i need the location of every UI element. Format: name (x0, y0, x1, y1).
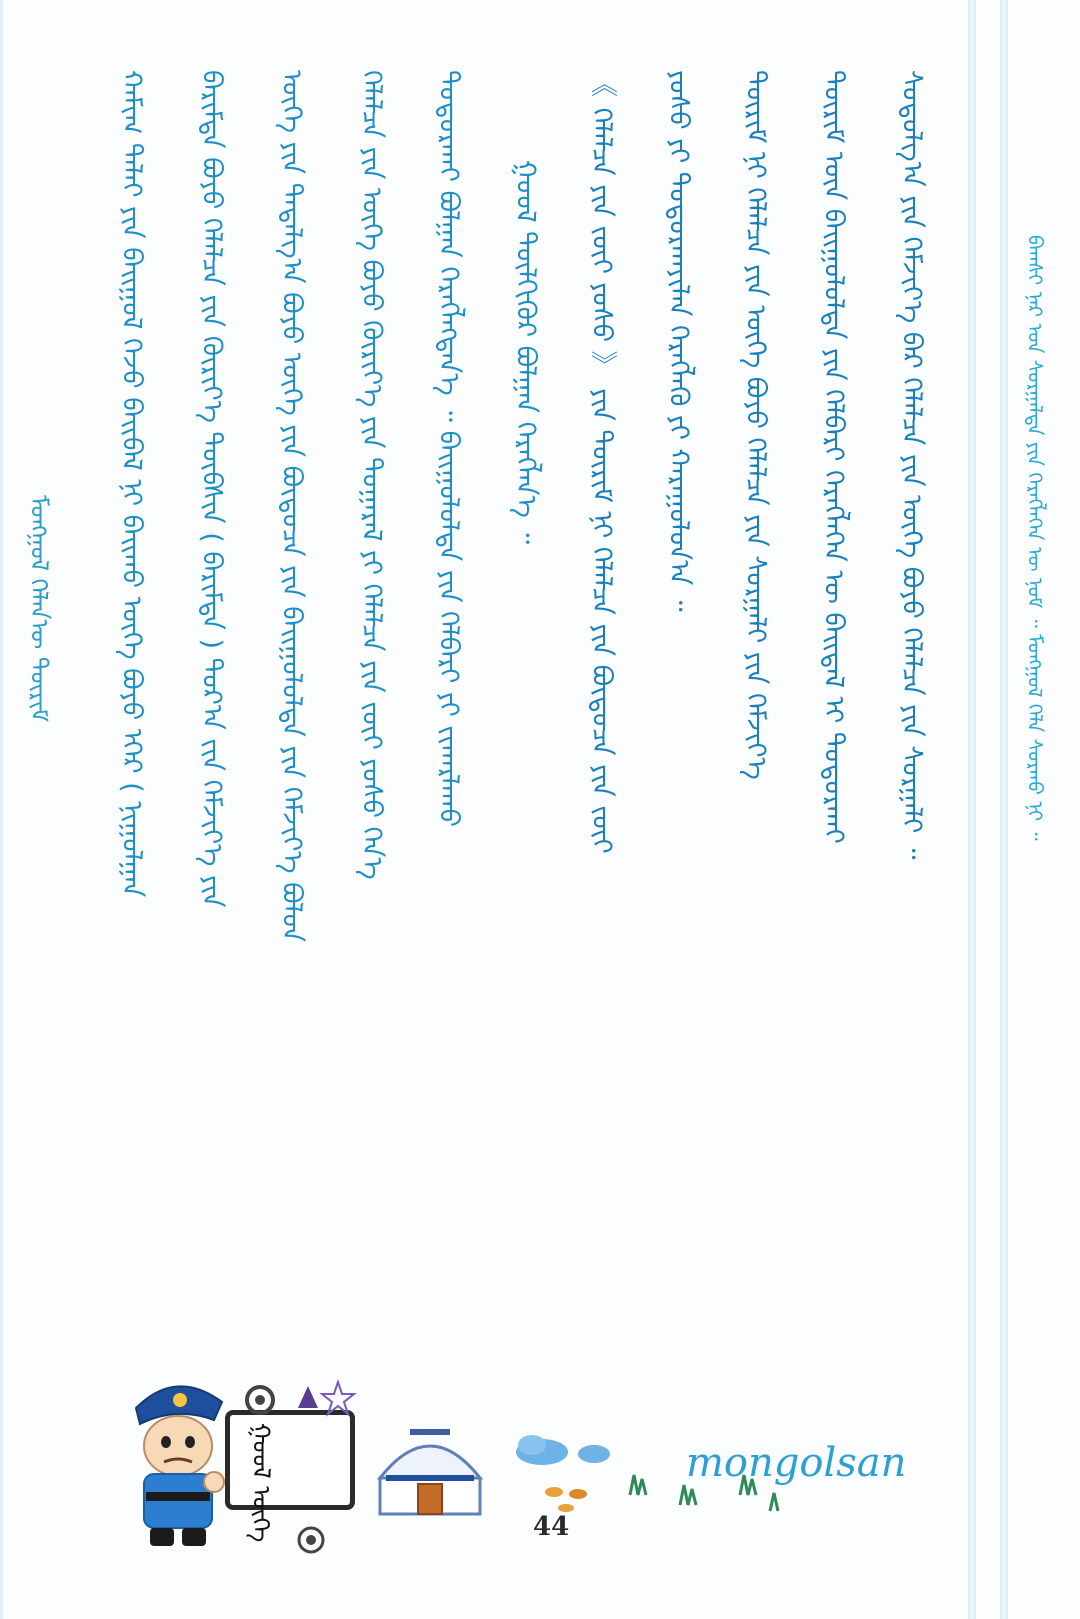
page-number: 44 (533, 1512, 570, 1542)
page-title: ᠮᠣᠩᠭᠣᠯ ᠬᠡᠯᠡᠨ᠎ᠦ ᠳᠦᠷᠢᠮ (25, 495, 53, 722)
body-line: ᠳᠦᠷᠢᠮ ᠨᠢ ᠬᠡᠯᠡᠯᠴᠡ ᠶᠢᠨ ᠦᠭᠡ ᠪᠤᠶᠤ ᠬᠡᠯᠡᠯᠴᠡ ᠶᠢᠨ ᠰᠤᠷᠭᠠᠯᠢ ᠶᠢᠨ ᠬᠡᠮᠵᠢᠶ᠎ᠡ (740, 70, 771, 780)
sign-text: ᠭᠣᠣᠯ ᠦᠭᠡ (247, 1423, 275, 1543)
decorative-rail (1000, 0, 1008, 1619)
body-line: ᠬᠠᠮᠢᠭ ᠳᠠᠯᠠᠢ ᠶᠢᠨ ᠪᠠᠢᠭᠤᠯ ᠭᠡᠵᠦ ᠪᠠᠢᠪᠠᠯ ᠨᠢ ᠪᠠᠢᠬᠤ ᠥᠭᠡ ᠪᠤᠶᠤ ᠡᠭᠡᠷ ( ᠨᠢᠭᠤᠯᠭᠠᠨ (116, 70, 147, 898)
brand-logo: mongolsan (686, 1440, 907, 1486)
body-line: ᠳᠦᠷᠢᠮ ᠦᠨ ᠪᠠᠢᠭᠤᠯᠤᠯᠲᠠ ᠶᠢᠨ ᠬᠡᠯᠪᠡᠷᠢ ᠬᠡᠷᠡᠭᠯᠡᠭᠡᠨ ᠦ ᠪᠠᠢᠳᠠᠯ ᠢ ᠲᠣᠳᠣᠷᠬᠠᠶ (818, 70, 849, 844)
yurt-icon (370, 1420, 490, 1520)
left-border (0, 0, 3, 1619)
target-icon (296, 1525, 326, 1555)
police-cartoon-icon (118, 1372, 238, 1552)
body-line: ᠶᠤᠰᠤ ᠶᠢ ᠲᠣᠳᠣᠷᠬᠠᠶᠢᠯᠠᠨ ᠬᠡᠷᠡᠭᠯᠡᠬᠦ ᠶᠢ ᠬᠠᠷᠠᠭᠤᠯᠤᠨ᠎ᠠ ᠃ (663, 70, 694, 612)
body-line: 《 ᠬᠡᠯᠡᠯᠴᠡ ᠶᠢᠨ ᠵᠦᠢ ᠶᠤᠰᠤ 》 ᠶᠢᠨ ᠳᠦᠷᠢᠮ ᠨᠢ ᠬᠡᠯᠡᠯᠴᠡ ᠶᠢᠨ ᠪᠦᠲᠦᠴᠡ ᠶᠢᠨ ᠵᠦᠢ (586, 70, 617, 854)
body-line: ᠪᠠᠷᠢᠮᠲᠠ ᠪᠤᠶᠤ ᠬᠡᠯᠡᠯᠴᠡ ᠶᠢᠨ ᠬᠦᠷᠢᠶ᠎ᠡ ᠲᠦᠪᠰᠢᠨ ( ᠪᠠᠷᠢᠮᠲᠠ ) ᠳᠤᠷ᠎ᠠ ᠵᠢᠨ ᠬᠡᠮᠵᠢᠶ᠎ᠡ ᠶᠢᠨ (196, 70, 227, 908)
body-line: ᠰᠣᠳᠣᠯᠭ᠎ᠠ ᠶᠢᠨ ᠬᠡᠮᠵᠢᠶ᠎ᠡ ᠪᠠᠷ ᠬᠡᠯᠡᠯᠴᠡ ᠶᠢᠨ ᠦᠭᠡ ᠪᠤᠶᠤ ᠬᠡᠯᠡᠯᠴᠡ ᠶᠢᠨ ᠰᠤᠷᠭᠠᠯᠢ ᠃ (896, 70, 927, 860)
decorative-rail (968, 0, 976, 1619)
body-line: ᠲᠣᠳᠣᠷᠬᠠᠶ ᠪᠣᠯᠭᠠᠨ ᠬᠡᠷᠡᠭᠯᠡᠭᠳᠡᠨ᠎ᠡ ᠃ ᠪᠠᠢᠭᠤᠯᠤᠯᠲᠠ ᠶᠢᠨ ᠬᠡᠯᠪᠡᠷᠢ ᠶᠢ ᠵᠢᠬᠠᠷᠯᠠᠬᠤ (433, 70, 464, 828)
body-line: ᠭᠣᠣᠯ ᠲᠦᠯᠬᠢᠭᠦᠷ ᠪᠣᠯᠭᠠᠨ ᠬᠡᠷᠡᠭᠯᠡᠨ᠎ᠡ ᠃ (510, 160, 541, 545)
footer-text: ᠪᠠᠭᠰᠢ ᠨᠠᠷ ᠤᠨ ᠰᠤᠷᠭᠠᠯᠲᠠ ᠶᠢᠨ ᠬᠡᠷᠡᠭᠯᠡᠭᠡᠨ ᠦ ᠨᠣᠮ ᠃ ᠮᠣᠩᠭᠣᠯ ᠬᠡᠯᠡ ᠰᠤᠷᠬᠤ ᠨᠢ ᠃ (1023, 235, 1047, 841)
sign-board (225, 1410, 355, 1543)
body-line: ᠬᠡᠯᠡᠯᠴᠡ ᠶᠢᠨ ᠦᠭᠡ ᠪᠤᠶᠤ ᠬᠦᠷᠢᠶ᠎ᠡ ᠶᠢᠨ ᠳᠤᠭᠠᠷᠠᠯ ᠶᠢ ᠬᠡᠯᠡᠯᠴᠡ ᠶᠢᠨ ᠵᠦᠢ ᠶᠤᠰᠤ ᠭᠡᠨ᠎ᠡ (356, 70, 387, 880)
cloud-icon (508, 1430, 618, 1470)
stars-icon (238, 1378, 358, 1418)
body-line: ᠦᠭᠡ ᠶᠢᠨ ᠲᠠᠲᠠᠯᠭ᠎ᠠ ᠪᠤᠶᠤ ᠦᠭᠡ ᠶᠢᠨ ᠪᠦᠲᠦᠴᠡ ᠶᠢᠨ ᠪᠠᠢᠭᠤᠯᠤᠯᠲᠠ ᠶᠢᠨ ᠬᠡᠮᠵᠢᠶ᠎ᠡ ᠪᠤᠯᠤᠨ (276, 70, 307, 942)
